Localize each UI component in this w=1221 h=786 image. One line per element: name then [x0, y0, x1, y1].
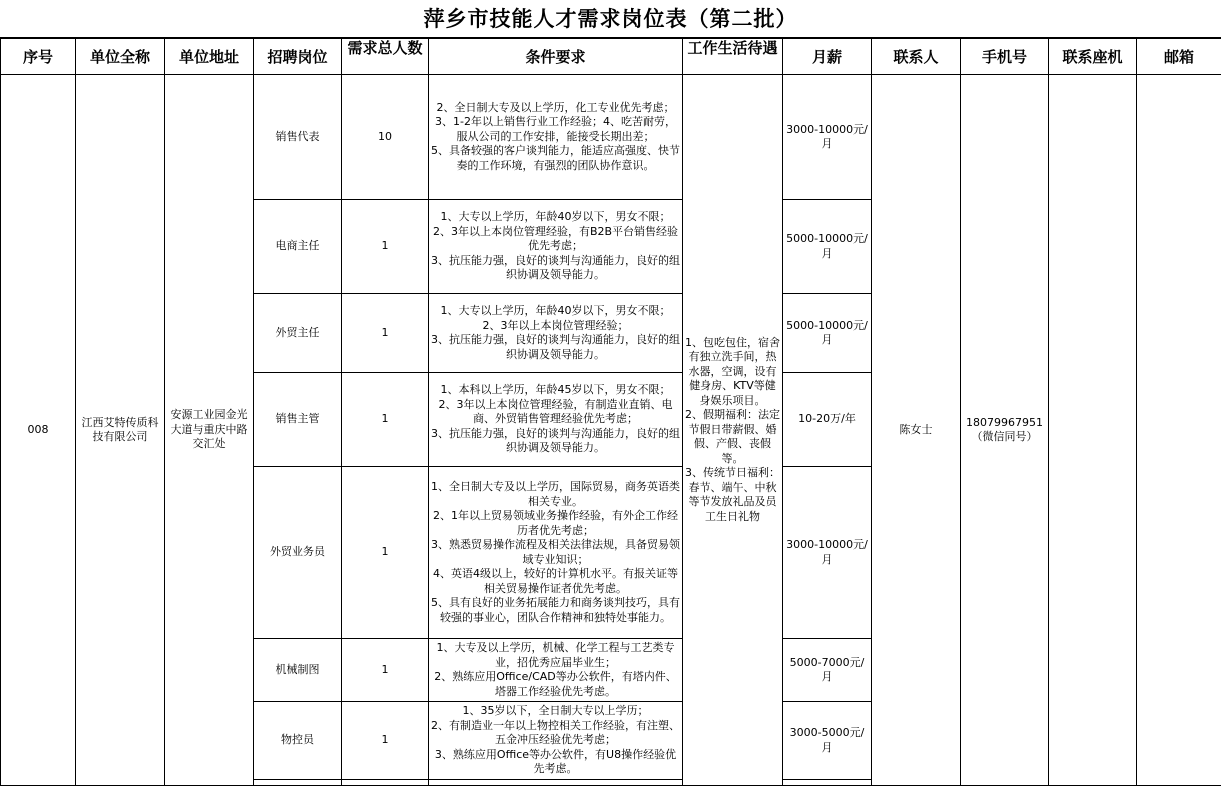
- header-unit-name[interactable]: 单位全称: [76, 39, 165, 75]
- header-benefits[interactable]: 工作生活待遇: [683, 39, 783, 75]
- cell-salary[interactable]: 3000-5000元/月: [783, 702, 872, 780]
- cell-position[interactable]: 机械制图: [254, 639, 342, 702]
- cell-count[interactable]: 1: [342, 702, 429, 780]
- cell-salary[interactable]: 10-20万/年: [783, 373, 872, 467]
- cell-requirements[interactable]: 1、大专及以上学历，机械、化学工程与工艺类专业，招优秀应届毕业生； 2、熟练应用Office/CAD等办公软件，有塔内件、塔器工作经验优先考虑。: [429, 639, 683, 702]
- cell-email[interactable]: [1137, 75, 1221, 786]
- cell-count[interactable]: 1: [342, 200, 429, 294]
- header-email[interactable]: 邮箱: [1137, 39, 1221, 75]
- cell-unit-name[interactable]: 江西艾特传质科技有限公司: [76, 75, 165, 786]
- header-row: [1, 39, 1221, 75]
- cell-count[interactable]: 1: [342, 373, 429, 467]
- cell-salary[interactable]: 5000-7000元/月: [783, 639, 872, 702]
- cell-salary[interactable]: 3000-10000元/月: [783, 467, 872, 639]
- cell-salary[interactable]: [783, 780, 872, 786]
- cell-requirements[interactable]: 1、大专以上学历，年龄40岁以下，男女不限； 2、3年以上本岗位管理经验； 3、抗压能力强，良好的谈判与沟通能力，良好的组织协调及领导能力。: [429, 294, 683, 373]
- header-landline[interactable]: 联系座机: [1049, 39, 1137, 75]
- cell-seq[interactable]: 008: [1, 75, 76, 786]
- page-title: 萍乡市技能人才需求岗位表（第二批）: [0, 0, 1221, 38]
- cell-count[interactable]: 10: [342, 75, 429, 200]
- cell-position[interactable]: 销售代表: [254, 75, 342, 200]
- header-count[interactable]: 需求总人数: [342, 39, 429, 75]
- header-position[interactable]: 招聘岗位: [254, 39, 342, 75]
- cell-count[interactable]: 1: [342, 639, 429, 702]
- cell-salary[interactable]: 5000-10000元/月: [783, 294, 872, 373]
- cell-position[interactable]: 外贸业务员: [254, 467, 342, 639]
- header-salary[interactable]: 月薪: [783, 39, 872, 75]
- cell-position[interactable]: [254, 780, 342, 786]
- cell-requirements[interactable]: 1、全日制大专及以上学历，国际贸易，商务英语类相关专业。 2、1年以上贸易领域业务操作经验，有外企工作经历者优先考虑； 3、熟悉贸易操作流程及相关法律法规，具备贸易领域专业知识； 4、英语4级以上，较好的计算机水平。有报关证等相关贸易操作证者优先考虑。 5、具有良好的业务拓展能力和商务谈判技巧，具有较强的事业心，团队合作精神和独特处事能力。: [429, 467, 683, 639]
- cell-position[interactable]: 物控员: [254, 702, 342, 780]
- header-seq[interactable]: 序号: [1, 39, 76, 75]
- cell-unit-address[interactable]: 安源工业园金光大道与重庆中路交汇处: [165, 75, 254, 786]
- header-mobile[interactable]: 手机号: [961, 39, 1049, 75]
- cell-salary[interactable]: 5000-10000元/月: [783, 200, 872, 294]
- cell-contact[interactable]: 陈女士: [872, 75, 961, 786]
- table-row: [1, 75, 1221, 200]
- header-unit-address[interactable]: 单位地址: [165, 39, 254, 75]
- cell-count[interactable]: [342, 780, 429, 786]
- cell-count[interactable]: 1: [342, 294, 429, 373]
- cell-landline[interactable]: [1049, 75, 1137, 786]
- cell-mobile[interactable]: 18079967951 （微信同号）: [961, 75, 1049, 786]
- cell-benefits[interactable]: 1、包吃包住，宿舍有独立洗手间，热水器，空调，设有健身房、KTV等健身娱乐项目。 2、假期福利：法定节假日带薪假、婚假、产假、丧假等。 3、传统节日福利：春节、端午、中秋等节发放礼品及员工生日礼物: [683, 75, 783, 786]
- cell-position[interactable]: 销售主管: [254, 373, 342, 467]
- cell-position[interactable]: 外贸主任: [254, 294, 342, 373]
- cell-salary[interactable]: 3000-10000元/月: [783, 75, 872, 200]
- cell-count[interactable]: 1: [342, 467, 429, 639]
- cell-requirements[interactable]: [429, 780, 683, 786]
- job-table: [0, 38, 1221, 786]
- cell-requirements[interactable]: 1、35岁以下，全日制大专以上学历； 2、有制造业一年以上物控相关工作经验，有注塑、五金冲压经验优先考虑； 3、熟练应用Office等办公软件，有U8操作经验优先考虑。: [429, 702, 683, 780]
- cell-requirements[interactable]: 1、本科以上学历，年龄45岁以下，男女不限； 2、3年以上本岗位管理经验，有制造业直销、电商、外贸销售管理经验优先考虑； 3、抗压能力强，良好的谈判与沟通能力，良好的组织协调及领导能力。: [429, 373, 683, 467]
- cell-position[interactable]: 电商主任: [254, 200, 342, 294]
- cell-requirements[interactable]: 2、全日制大专及以上学历，化工专业优先考虑； 3、1-2年以上销售行业工作经验；4、吃苦耐劳，服从公司的工作安排，能接受长期出差； 5、具备较强的客户谈判能力，能适应高强度、快节奏的工作环境，有强烈的团队协作意识。: [429, 75, 683, 200]
- cell-requirements[interactable]: 1、大专以上学历，年龄40岁以下，男女不限； 2、3年以上本岗位管理经验，有B2B平台销售经验优先考虑； 3、抗压能力强，良好的谈判与沟通能力，良好的组织协调及领导能力。: [429, 200, 683, 294]
- header-contact[interactable]: 联系人: [872, 39, 961, 75]
- header-requirements[interactable]: 条件要求: [429, 39, 683, 75]
